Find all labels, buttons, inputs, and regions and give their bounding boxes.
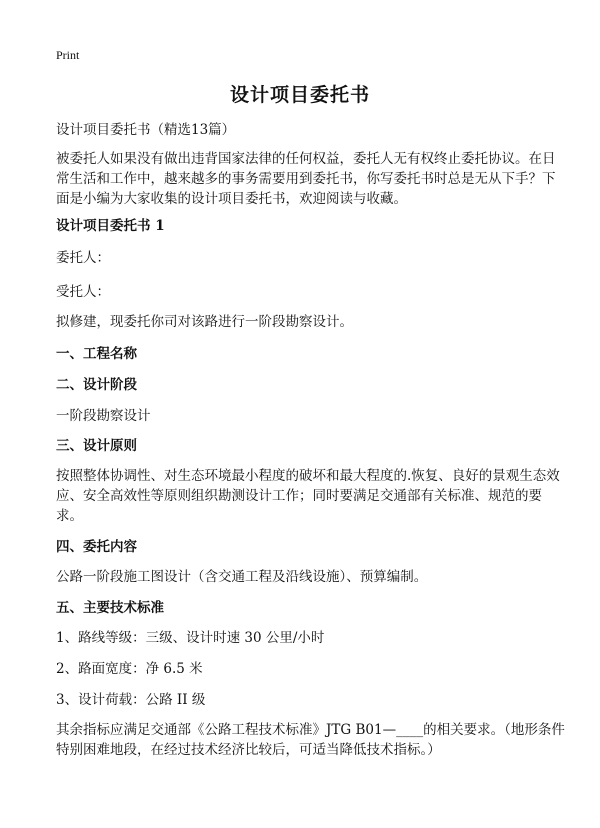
other-standards-paragraph: 其余指标应满足交通部《公路工程技术标准》JTG B01—____的相关要求。（地形条件特别困难地段，在经过技术经济比较后，可适当降低技术指标。） [56,722,565,758]
commission-content-text: 公路一阶段施工图设计（含交通工程及沿线设施）、预算编制。 [56,569,428,585]
heading-project-name: 一、工程名称 [56,346,137,362]
design-stage-text: 一阶段勘察设计 [56,408,151,424]
page-title: 设计项目委托书 [229,84,370,106]
section-title: 设计项目委托书 1 [56,218,165,234]
document-subtitle: 设计项目委托书（精选13篇） [56,122,236,138]
print-label: Print [56,48,80,62]
principle-paragraph: 按照整体协调性、对生态环境最小程度的破坏和最大程度的.恢复、良好的景观生态效应、安全高效性等原则组织勘测设计工作；同时要满足交通部有关标准、规范的要求。 [56,468,560,524]
heading-technical-standards: 五、主要技术标准 [56,600,164,616]
heading-commission-content: 四、委托内容 [56,539,137,555]
statement-text: 拟修建，现委托你司对该路进行一阶段勘察设计。 [56,314,353,330]
standard-item-1: 1、路线等级：三级、设计时速 30 公里/小时 [56,630,325,646]
standard-item-3: 3、设计荷载：公路 II 级 [56,692,206,708]
standard-item-2: 2、路面宽度：净 6.5 米 [56,661,203,677]
trustee-field: 受托人： [56,284,110,300]
heading-design-stage: 二、设计阶段 [56,377,137,393]
heading-design-principle: 三、设计原则 [56,438,137,454]
client-field: 委托人： [56,250,110,266]
intro-paragraph: 被委托人如果没有做出违背国家法律的任何权益，委托人无有权终止委托协议。在日常生活和工作中，越来越多的事务需要用到委托书，你写委托书时总是无从下手？下面是小编为大家收集的设计项目委托书，欢迎阅读与收藏。 [56,151,556,207]
